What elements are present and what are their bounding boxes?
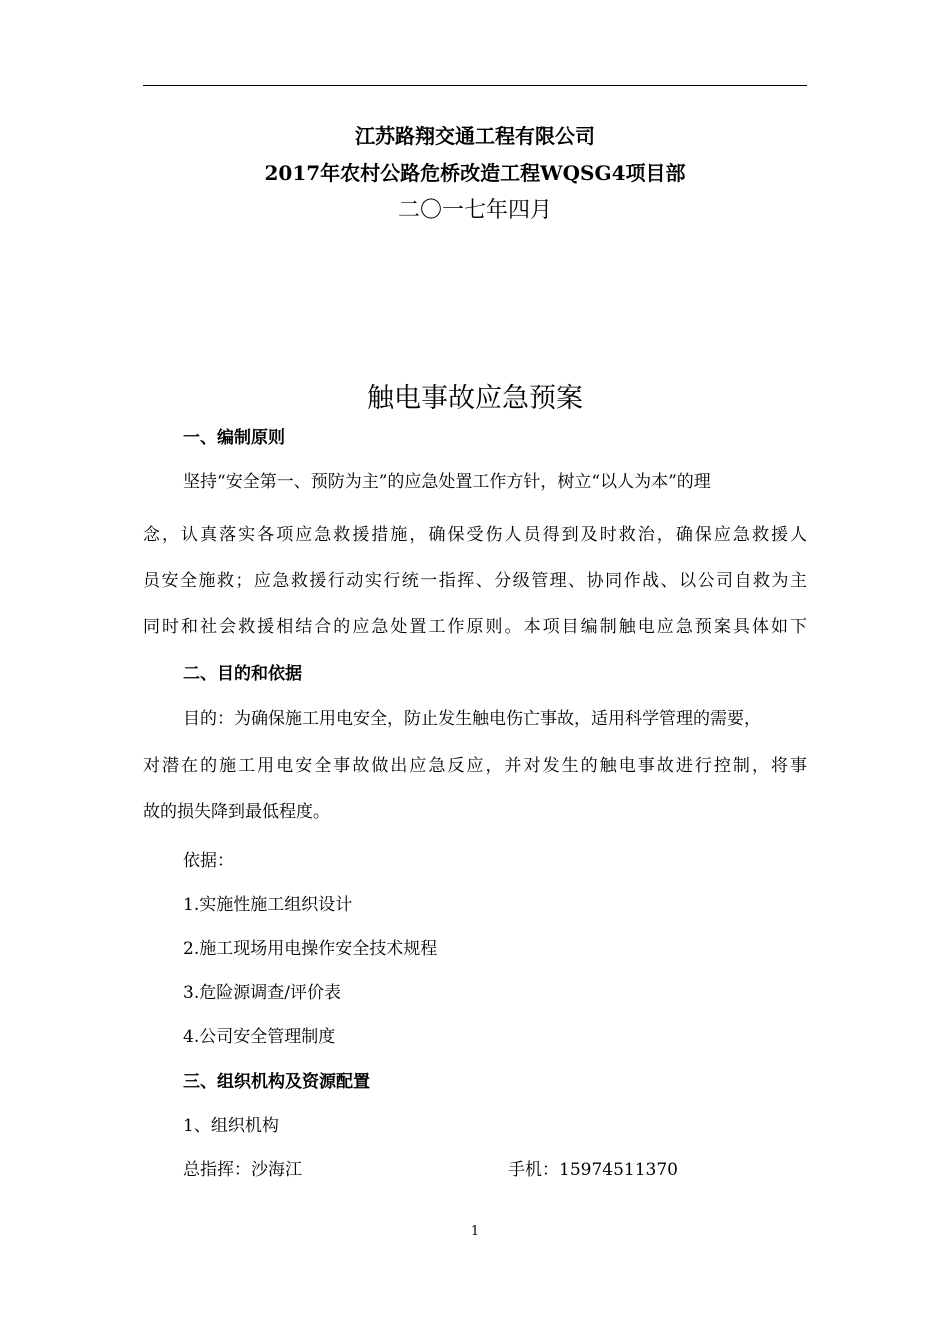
basis-item: 2.施工现场用电操作安全技术规程 [183,939,438,959]
basis-item: 3.危险源调查/评价表 [183,983,341,1003]
paragraph-line: 坚持“安全第一、预防为主”的应急处置工作方针，树立“以人为本”的理 [183,472,711,492]
company-name: 江苏路翔交通工程有限公司 [355,124,595,148]
basis-label: 依据： [183,851,234,871]
section-heading-principles: 一、编制原则 [183,428,285,448]
basis-item: 1.实施性施工组织设计 [183,895,353,915]
section-heading-purpose: 二、目的和依据 [183,664,302,684]
commander-phone: 手机：15974511370 [508,1160,678,1180]
paragraph-line: 目的：为确保施工用电安全，防止发生触电伤亡事故，适用科学管理的需要， [183,709,761,729]
document-date: 二〇一七年四月 [397,198,552,223]
project-name: 2017年农村公路危桥改造工程WQSG4项目部 [264,161,686,185]
section-heading-organization: 三、组织机构及资源配置 [183,1072,370,1092]
page-number: 1 [470,1224,480,1239]
document-title: 触电事故应急预案 [367,383,583,414]
paragraph-line: 故的损失降到最低程度。 [143,802,330,822]
subsection-heading: 1、组织机构 [183,1116,279,1136]
paragraph-line: 同时和社会救援相结合的应急处置工作原则。本项目编制触电应急预案具体如下 [143,617,807,637]
paragraph-line: 对潜在的施工用电安全事故做出应急反应，并对发生的触电事故进行控制，将事 [143,756,807,776]
paragraph-line: 念，认真落实各项应急救援措施，确保受伤人员得到及时救治，确保应急救援人 [143,525,807,545]
paragraph-line: 员安全施救；应急救援行动实行统一指挥、分级管理、协同作战、以公司自救为主 [143,571,807,591]
basis-item: 4.公司安全管理制度 [183,1027,336,1047]
commander-name: 总指挥：沙海江 [183,1160,302,1180]
header-rule [143,85,807,86]
